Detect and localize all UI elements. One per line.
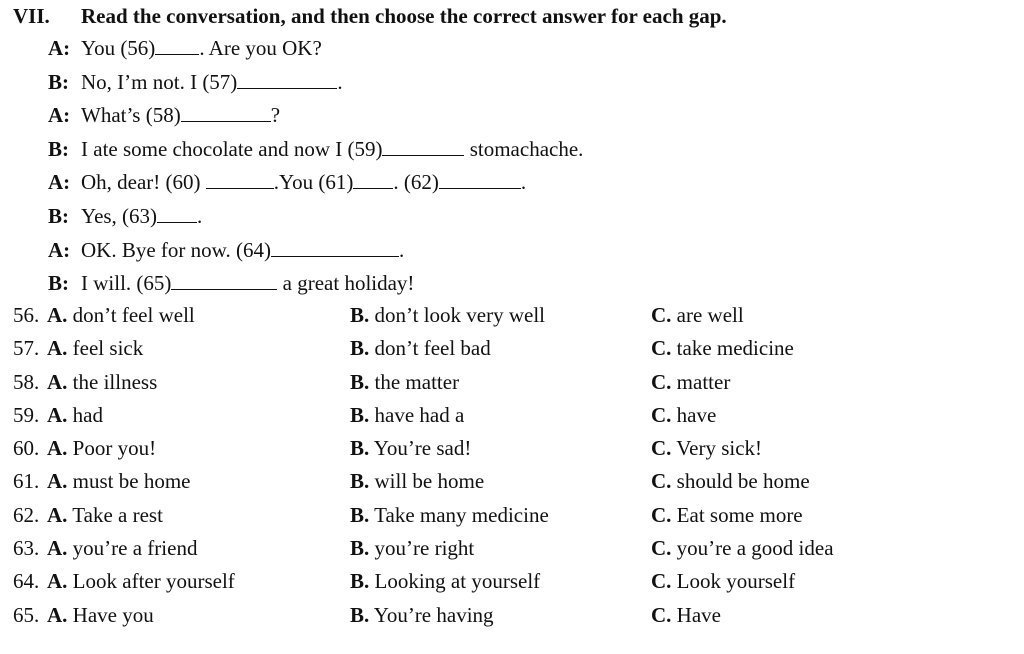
dialog-text: OK. Bye for now. (64) (81, 237, 271, 262)
option-b (350, 333, 491, 363)
question-row (13, 400, 1013, 433)
question-row (13, 600, 1013, 633)
option-letter: B. (350, 502, 370, 527)
dialog-line (48, 201, 748, 235)
option-b (350, 566, 540, 596)
option-text: will be home (374, 469, 485, 494)
question-row (13, 333, 1013, 366)
answer-blank (181, 104, 271, 122)
option-letter: C. (651, 536, 672, 561)
question-row (13, 500, 1013, 533)
option-letter: A. (47, 402, 68, 427)
dialog-text: a great holiday! (277, 271, 415, 296)
question-number: 58. (13, 369, 40, 394)
speaker-label: B: (48, 136, 69, 161)
option-text: don’t feel bad (374, 336, 491, 361)
question-number: 60. (13, 436, 40, 461)
option-text: Eat some more (676, 502, 803, 527)
option-a (47, 533, 197, 563)
option-c (651, 600, 721, 630)
option-letter: B. (350, 536, 370, 561)
option-letter: C. (651, 436, 672, 461)
dialog-line (48, 167, 748, 201)
option-text: had (72, 402, 103, 427)
option-c (651, 433, 762, 463)
dialog-text: I ate some chocolate and now I (59) (81, 136, 383, 161)
answer-blank (206, 171, 274, 189)
question-number: 65. (13, 602, 40, 627)
speaker-label: B: (48, 69, 69, 94)
dialog-text: . (398, 237, 405, 262)
option-letter: B. (350, 569, 370, 594)
option-c (651, 367, 730, 397)
dialog-text: What’s (58) (81, 103, 181, 128)
conversation (48, 33, 748, 302)
option-c (651, 500, 803, 530)
question-number: 61. (13, 469, 40, 494)
option-b (350, 367, 459, 397)
dialog-text: . Are you OK? (199, 36, 322, 60)
option-text: feel sick (72, 336, 144, 361)
option-text: you’re right (374, 536, 475, 561)
answer-blank (155, 37, 199, 55)
option-letter: A. (47, 569, 68, 594)
option-text: You’re sad! (373, 436, 472, 461)
option-a (47, 333, 143, 363)
dialog-line (48, 33, 748, 67)
option-text: Have (676, 602, 721, 627)
option-text: the matter (374, 369, 460, 394)
option-letter: A. (47, 502, 68, 527)
option-text: are well (676, 303, 744, 327)
answer-blank (439, 171, 521, 189)
option-c (651, 466, 810, 496)
option-b (350, 433, 471, 463)
answer-blank (237, 71, 337, 89)
option-c (651, 333, 794, 363)
answer-blank (382, 138, 464, 156)
dialog-text: .You (61) (273, 170, 354, 195)
option-letter: A. (47, 469, 68, 494)
question-number: 64. (13, 569, 40, 594)
dialog-text: No, I’m not. I (57) (81, 69, 238, 94)
option-text: Look yourself (676, 569, 796, 594)
option-letter: C. (651, 369, 672, 394)
option-text: Take a rest (72, 502, 163, 527)
option-text: have (676, 402, 717, 427)
question-row (13, 433, 1013, 466)
option-text: have had a (374, 402, 465, 427)
question-number: 56. (13, 303, 40, 327)
option-text: Look after yourself (72, 569, 235, 594)
option-letter: C. (651, 402, 672, 427)
option-text: You’re having (373, 602, 494, 627)
option-b (350, 600, 494, 630)
option-text: take medicine (676, 336, 794, 361)
option-letter: A. (47, 336, 68, 361)
option-a (47, 400, 103, 430)
option-c (651, 300, 744, 330)
question-row (13, 566, 1013, 599)
dialog-text: . (62) (393, 170, 439, 195)
dialog-line (48, 268, 748, 302)
option-text: you’re a friend (72, 536, 198, 561)
dialog-text: . (197, 203, 203, 228)
option-a (47, 466, 191, 496)
option-c (651, 566, 795, 596)
option-text: should be home (676, 469, 810, 494)
dialog-text: stomachache. (464, 136, 584, 161)
question-number: 62. (13, 502, 40, 527)
option-text: Very sick! (676, 436, 763, 461)
option-text: matter (676, 369, 731, 394)
question-row (13, 466, 1013, 499)
option-a (47, 566, 235, 596)
speaker-label: A: (48, 36, 71, 60)
answer-blank (271, 239, 399, 257)
option-letter: A. (47, 436, 68, 461)
option-letter: B. (350, 436, 370, 461)
question-number: 63. (13, 536, 40, 561)
option-b (350, 466, 484, 496)
section-instruction: Read the conversation, and then choose the correct answer for each gap. (81, 4, 727, 28)
option-b (350, 533, 474, 563)
option-c (651, 533, 834, 563)
option-a (47, 300, 195, 330)
option-letter: B. (350, 303, 370, 327)
speaker-label: B: (48, 271, 69, 296)
dialog-line (48, 235, 748, 269)
option-letter: C. (651, 569, 672, 594)
option-letter: C. (651, 336, 672, 361)
option-text: Poor you! (72, 436, 157, 461)
speaker-label: A: (48, 237, 71, 262)
option-text: Have you (72, 602, 154, 627)
question-row (13, 367, 1013, 400)
option-text: must be home (72, 469, 191, 494)
option-b (350, 300, 545, 330)
dialog-text: . (337, 69, 343, 94)
answer-blank (157, 205, 197, 223)
option-text: don’t look very well (374, 303, 546, 327)
dialog-text: Oh, dear! (60) (81, 170, 206, 195)
question-number: 59. (13, 402, 40, 427)
section-title (13, 4, 727, 29)
option-text: don’t feel well (72, 303, 195, 327)
option-letter: C. (651, 602, 672, 627)
option-b (350, 400, 464, 430)
dialog-line (48, 100, 748, 134)
option-letter: C. (651, 303, 672, 327)
option-letter: A. (47, 602, 68, 627)
option-a (47, 367, 157, 397)
speaker-label: B: (48, 203, 69, 228)
option-letter: B. (350, 336, 370, 361)
answer-options (13, 300, 1013, 633)
option-b (350, 500, 549, 530)
option-letter: C. (651, 502, 672, 527)
option-letter: A. (47, 369, 68, 394)
option-letter: B. (350, 369, 370, 394)
section-number: VII. (13, 4, 50, 28)
option-text: you’re a good idea (676, 536, 834, 561)
option-letter: A. (47, 303, 68, 327)
option-a (47, 433, 156, 463)
dialog-line (48, 134, 748, 168)
option-text: Take many medicine (374, 502, 549, 527)
dialog-text: ? (270, 103, 281, 128)
question-row (13, 300, 1013, 333)
question-number: 57. (13, 336, 40, 361)
option-c (651, 400, 716, 430)
question-row (13, 533, 1013, 566)
option-a (47, 500, 163, 530)
dialog-text: I will. (65) (81, 271, 172, 296)
option-letter: A. (47, 536, 68, 561)
speaker-label: A: (48, 103, 71, 128)
answer-blank (353, 171, 393, 189)
option-letter: B. (350, 602, 370, 627)
option-text: Looking at yourself (374, 569, 541, 594)
speaker-label: A: (48, 170, 71, 195)
dialog-text: Yes, (63) (81, 203, 158, 228)
dialog-text: . (520, 170, 527, 195)
option-text: the illness (72, 369, 158, 394)
option-letter: B. (350, 402, 370, 427)
answer-blank (171, 272, 277, 290)
option-a (47, 600, 154, 630)
option-letter: C. (651, 469, 672, 494)
option-letter: B. (350, 469, 370, 494)
dialog-text: You (56) (81, 36, 156, 60)
dialog-line (48, 67, 748, 101)
